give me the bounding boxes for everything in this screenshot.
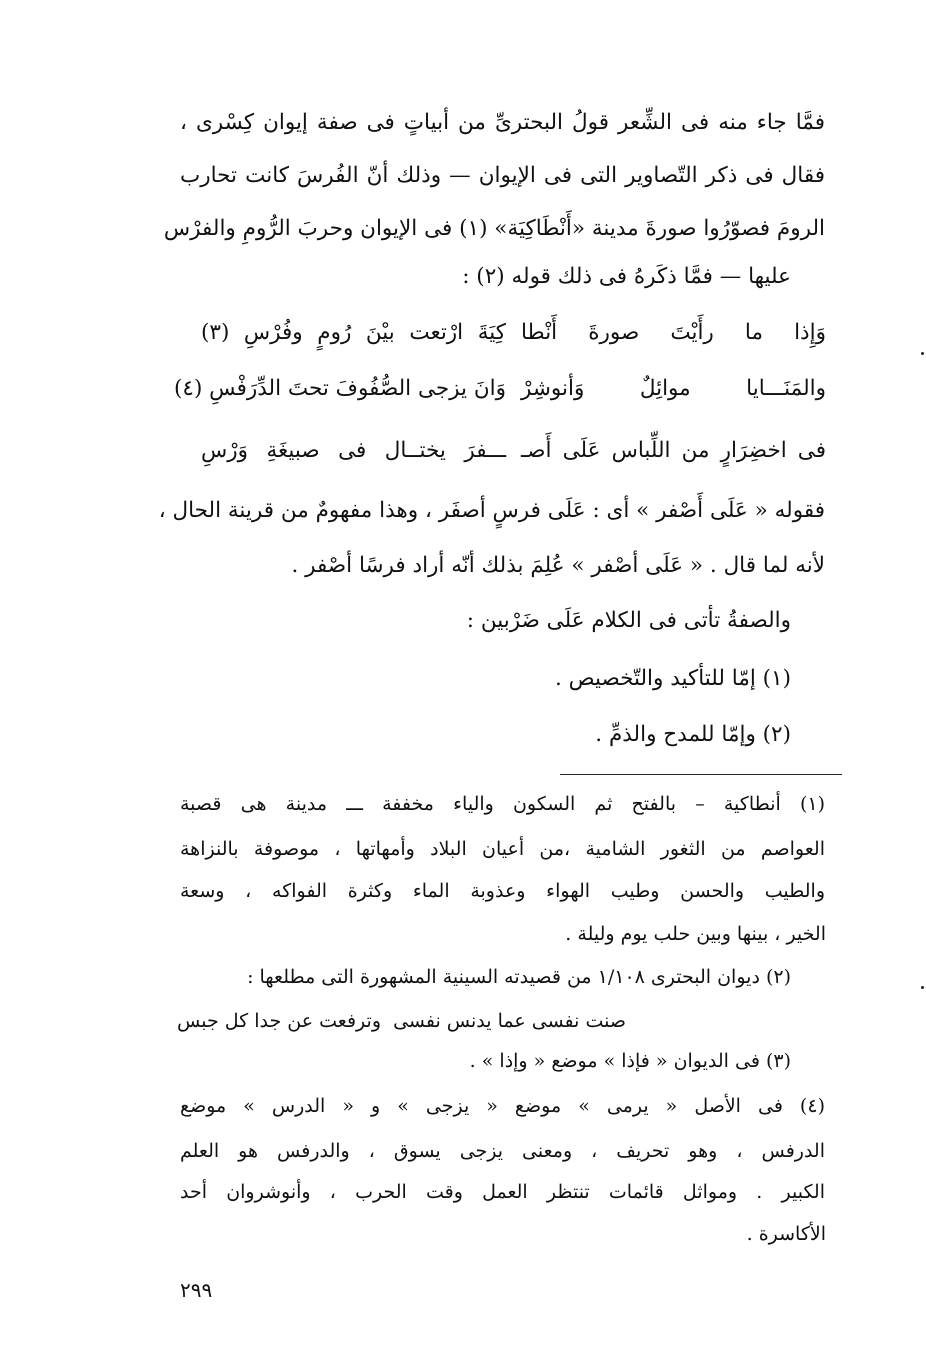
footnote-4-line-2: الدرفس ، وهو تحريف ، ومعنى يزجى يسوق ، والدرفس هو العلم [180, 1140, 825, 1162]
footnote-separator [560, 774, 842, 775]
body-line-4: عليها — فمَّا ذكَرهُ فى ذلك قوله (٢) : [462, 264, 791, 289]
footnote-4-line-1: (٤) فى الأصل « يرمى » موضع « يزجى » و « الدرس » موضع [180, 1095, 825, 1117]
footnote-2-verse-second: وترفعت عن جدا كل جبس [177, 1010, 381, 1032]
footnote-1-line-3: والطيب والحسن وطيب الهواء وعذوبة الماء وكثرة الفواكه ، وسعة [180, 880, 825, 902]
footnote-3: (٣) فى الديوان « فإذا » موضع « وإذا » . [469, 1050, 791, 1072]
footnote-4-line-3: الكبير . ومواثل قائمات تنتظر العمل وقت الحرب ، وأنوشروان أحد [180, 1181, 825, 1203]
body-line-2: فقال فى ذكر التّصاوير التى فى الإيوان — وذلك أنّ الفُرسَ كانت تحارب [180, 163, 825, 188]
list-item-1: (١) إمّا للتأكيد والتّخصيص . [554, 666, 791, 691]
verse-1-second-hemistich: كِيَةَ ارْتعت بيْنَ رُومٍ وفُرْسِ (٣) [201, 320, 506, 345]
footnote-4-line-4: الأكاسرة . [746, 1223, 826, 1245]
footnote-1-line-4: الخير ، بينها وبين حلب يوم وليلة . [565, 923, 826, 945]
verse-3-first-hemistich: فى اخضِرَارٍ من اللِّباس عَلَى أَصـ [521, 438, 826, 463]
body-line-1: فمَّا جاء منه فى الشِّعر قولُ البحترىِّ من أبياتٍ فى صفة إيوان كِسْرى ، [180, 110, 825, 135]
footnote-1-line-1: (١) أنطاكية – بالفتح ثم السكون والياء مخففة ـــ مدينة هى قصبة [180, 793, 825, 815]
footnote-1-line-2: العواصم من الثغور الشامية ،من أعيان البلاد وأمهاتها ، موصوفة بالنزاهة [180, 838, 825, 860]
verse-3-second-hemistich: ـــفرَ يختــال فى صبيغَةِ وَرْسِ [201, 438, 506, 463]
verse-2-second-hemistich: وَانَ يزجى الصُّفُوفَ تحتَ الدِّرَفْسِ (٤) [173, 376, 506, 401]
scan-speck [921, 986, 924, 989]
footnote-2-verse-first: صنت نفسى عما يدنس نفسى [393, 1010, 626, 1032]
body-line-5: فقوله « عَلَى أَصْفر » أى : عَلَى فرسٍ أصفَر ، وهذا مفهومٌ من قرينة الحال ، [158, 498, 825, 523]
scan-speck [921, 352, 924, 355]
page-number: ٢٩٩ [180, 1278, 213, 1302]
body-line-6: لأنه لما قال . « عَلَى أصْفر » عُلِمَ بذلك أنّه أراد فرسًا أصْفر . [291, 553, 825, 578]
body-line-3: الرومَ فصوّرُوا صورةَ مدينة «أَنْطَاكِيَة» (١) فى الإيوان وحربَ الرُّومِ والفرْس [163, 216, 825, 241]
verse-1-first-hemistich: وَإِذا ما رأَيْتَ صورةَ أَنْطا [521, 320, 826, 345]
footnote-2: (٢) ديوان البحترى ١/١٠٨ من قصيدته السينية المشهورة التى مطلعها : [247, 966, 791, 988]
body-line-7: والصفةُ تأتى فى الكلام عَلَى ضَرْبين : [466, 608, 791, 633]
verse-2-first-hemistich: والمَنَـــايا موائِلٌ وَأنوشِرْ [521, 376, 826, 401]
list-item-2: (٢) وإمّا للمدح والذمِّ . [595, 722, 791, 747]
